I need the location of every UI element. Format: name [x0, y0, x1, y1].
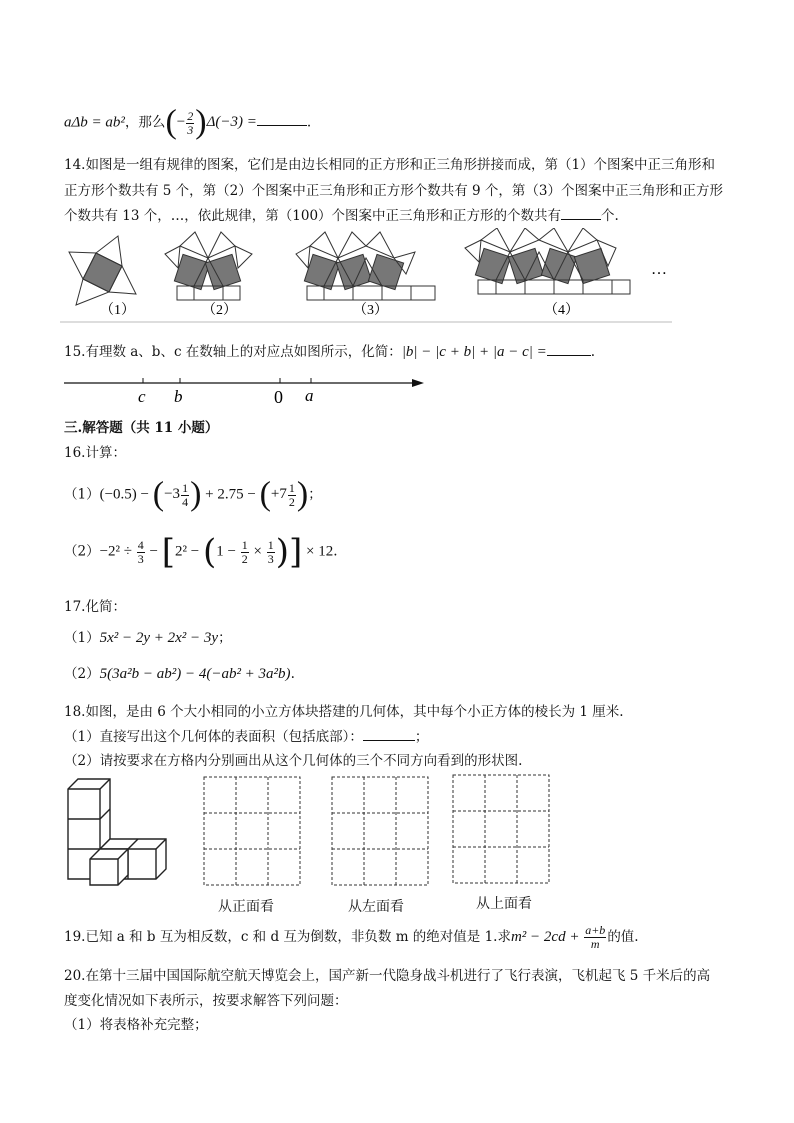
q13-operator-expr: Δ(−3) =: [206, 114, 257, 131]
pattern-label-4: （4）: [544, 303, 579, 318]
q19-line: 19.已知 a 和 b 互为相反数，c 和 d 互为倒数，非负数 m 的绝对值是 1.求m² − 2cd + $\frac{a+b}{m}$ 的值.: [64, 923, 639, 951]
pattern-4: [465, 228, 630, 294]
caption-left-view: 从左面看: [348, 899, 404, 915]
q13-fraction: $\frac{2}{3}$: [187, 108, 194, 137]
q14-pattern-figure: [60, 228, 672, 324]
pattern-label-3: （3）: [353, 303, 388, 318]
q15-expression: |b| − |c + b| + |a − c| =: [401, 344, 547, 360]
q15-answer-blank: [547, 345, 591, 356]
q16-part-1: （1）(−0.5) − (−3 $\frac{1}{4}$ ) + 2.75 − (+7 $\frac{1}{2}$ )；: [64, 476, 322, 513]
q18-line-3: （2）请按要求在方格内分别画出从这个几何体的三个不同方向看到的形状图.: [64, 753, 523, 769]
q20-line-3: （1）将表格补充完整；: [64, 1017, 208, 1033]
q18-answer-blank: [363, 730, 415, 741]
axis-label-a: a: [305, 386, 314, 405]
grid-left-view: [331, 776, 431, 888]
axis-label-c: c: [138, 387, 146, 406]
caption-front-view: 从正面看: [218, 899, 274, 915]
q13-answer-blank: [257, 115, 307, 126]
q14-line-1: 14.如图是一组有规律的图案，它们是由边长相同的正方形和正三角形拼接而成，第（1）个图案中正三角形和: [64, 157, 716, 173]
q13-connector: ，那么: [124, 114, 166, 131]
q17-part-1: （1）5x² − 2y + 2x² − 3y；: [64, 630, 232, 646]
pattern-ellipsis: …: [651, 261, 667, 278]
pattern-label-1: （1）: [100, 303, 135, 318]
q14-line-2: 正方形个数共有 5 个，第（2）个图案中正三角形和正方形个数共有 9 个，第（3）个图案中正三角形和正方形: [64, 183, 724, 199]
axis-label-0: 0: [274, 387, 283, 407]
grid-front-view: [203, 776, 303, 888]
q17-part-2: （2）5(3a²b − ab²) − 4(−ab² + 3a²b).: [64, 666, 295, 682]
q15-line: 15.有理数 a、b、c 在数轴上的对应点如图所示，化简：|b| − |c + b| + |a − c| = .: [64, 344, 596, 360]
axis-label-b: b: [174, 387, 183, 406]
pattern-label-2: （2）: [202, 303, 237, 318]
q16-part-2: （2）−2² ÷ $\frac{4}{3}$ − [2² − (1 − $\frac{1}{2}$ × $\frac{1}{3}$ )] × 12.: [64, 532, 338, 572]
q14-line-3: 个数共有 13 个，…，依此规律，第（100）个图案中正三角形和正方形的个数共有 个.: [64, 208, 619, 224]
q20-line-1: 20.在第十三届中国国际航空航天博览会上，国产新一代隐身战斗机进行了飞行表演，飞机起飞 5 千米后的高: [64, 968, 711, 984]
q18-line-2: （1）直接写出这个几何体的表面积（包括底部）： ；: [64, 729, 429, 745]
pattern-3: [296, 232, 435, 300]
q20-line-2: 度变化情况如下表所示，按要求解答下列问题：: [64, 993, 348, 1009]
q14-answer-blank: [561, 209, 601, 220]
q13-definition: aΔb = ab²: [64, 114, 125, 131]
caption-top-view: 从上面看: [476, 896, 532, 912]
section-3-heading: 三.解答题（共 11 小题）: [64, 420, 219, 436]
q18-line-1: 18.如图，是由 6 个大小相同的小立方体块搭建的几何体，其中每个小正方体的棱长为 1 厘米.: [64, 704, 624, 720]
grid-top-view: [452, 774, 552, 886]
q17-title: 17.化简：: [64, 599, 126, 615]
q18-cube-figure: [64, 775, 170, 887]
q13-tail-line: aΔb = ab²，那么(− $\frac{2}{3}$ )Δ(−3) = .: [64, 104, 312, 141]
q16-title: 16.计算：: [64, 445, 126, 461]
pattern-2: [165, 232, 252, 300]
q15-number-line: [62, 370, 428, 408]
pattern-1: [69, 236, 136, 305]
